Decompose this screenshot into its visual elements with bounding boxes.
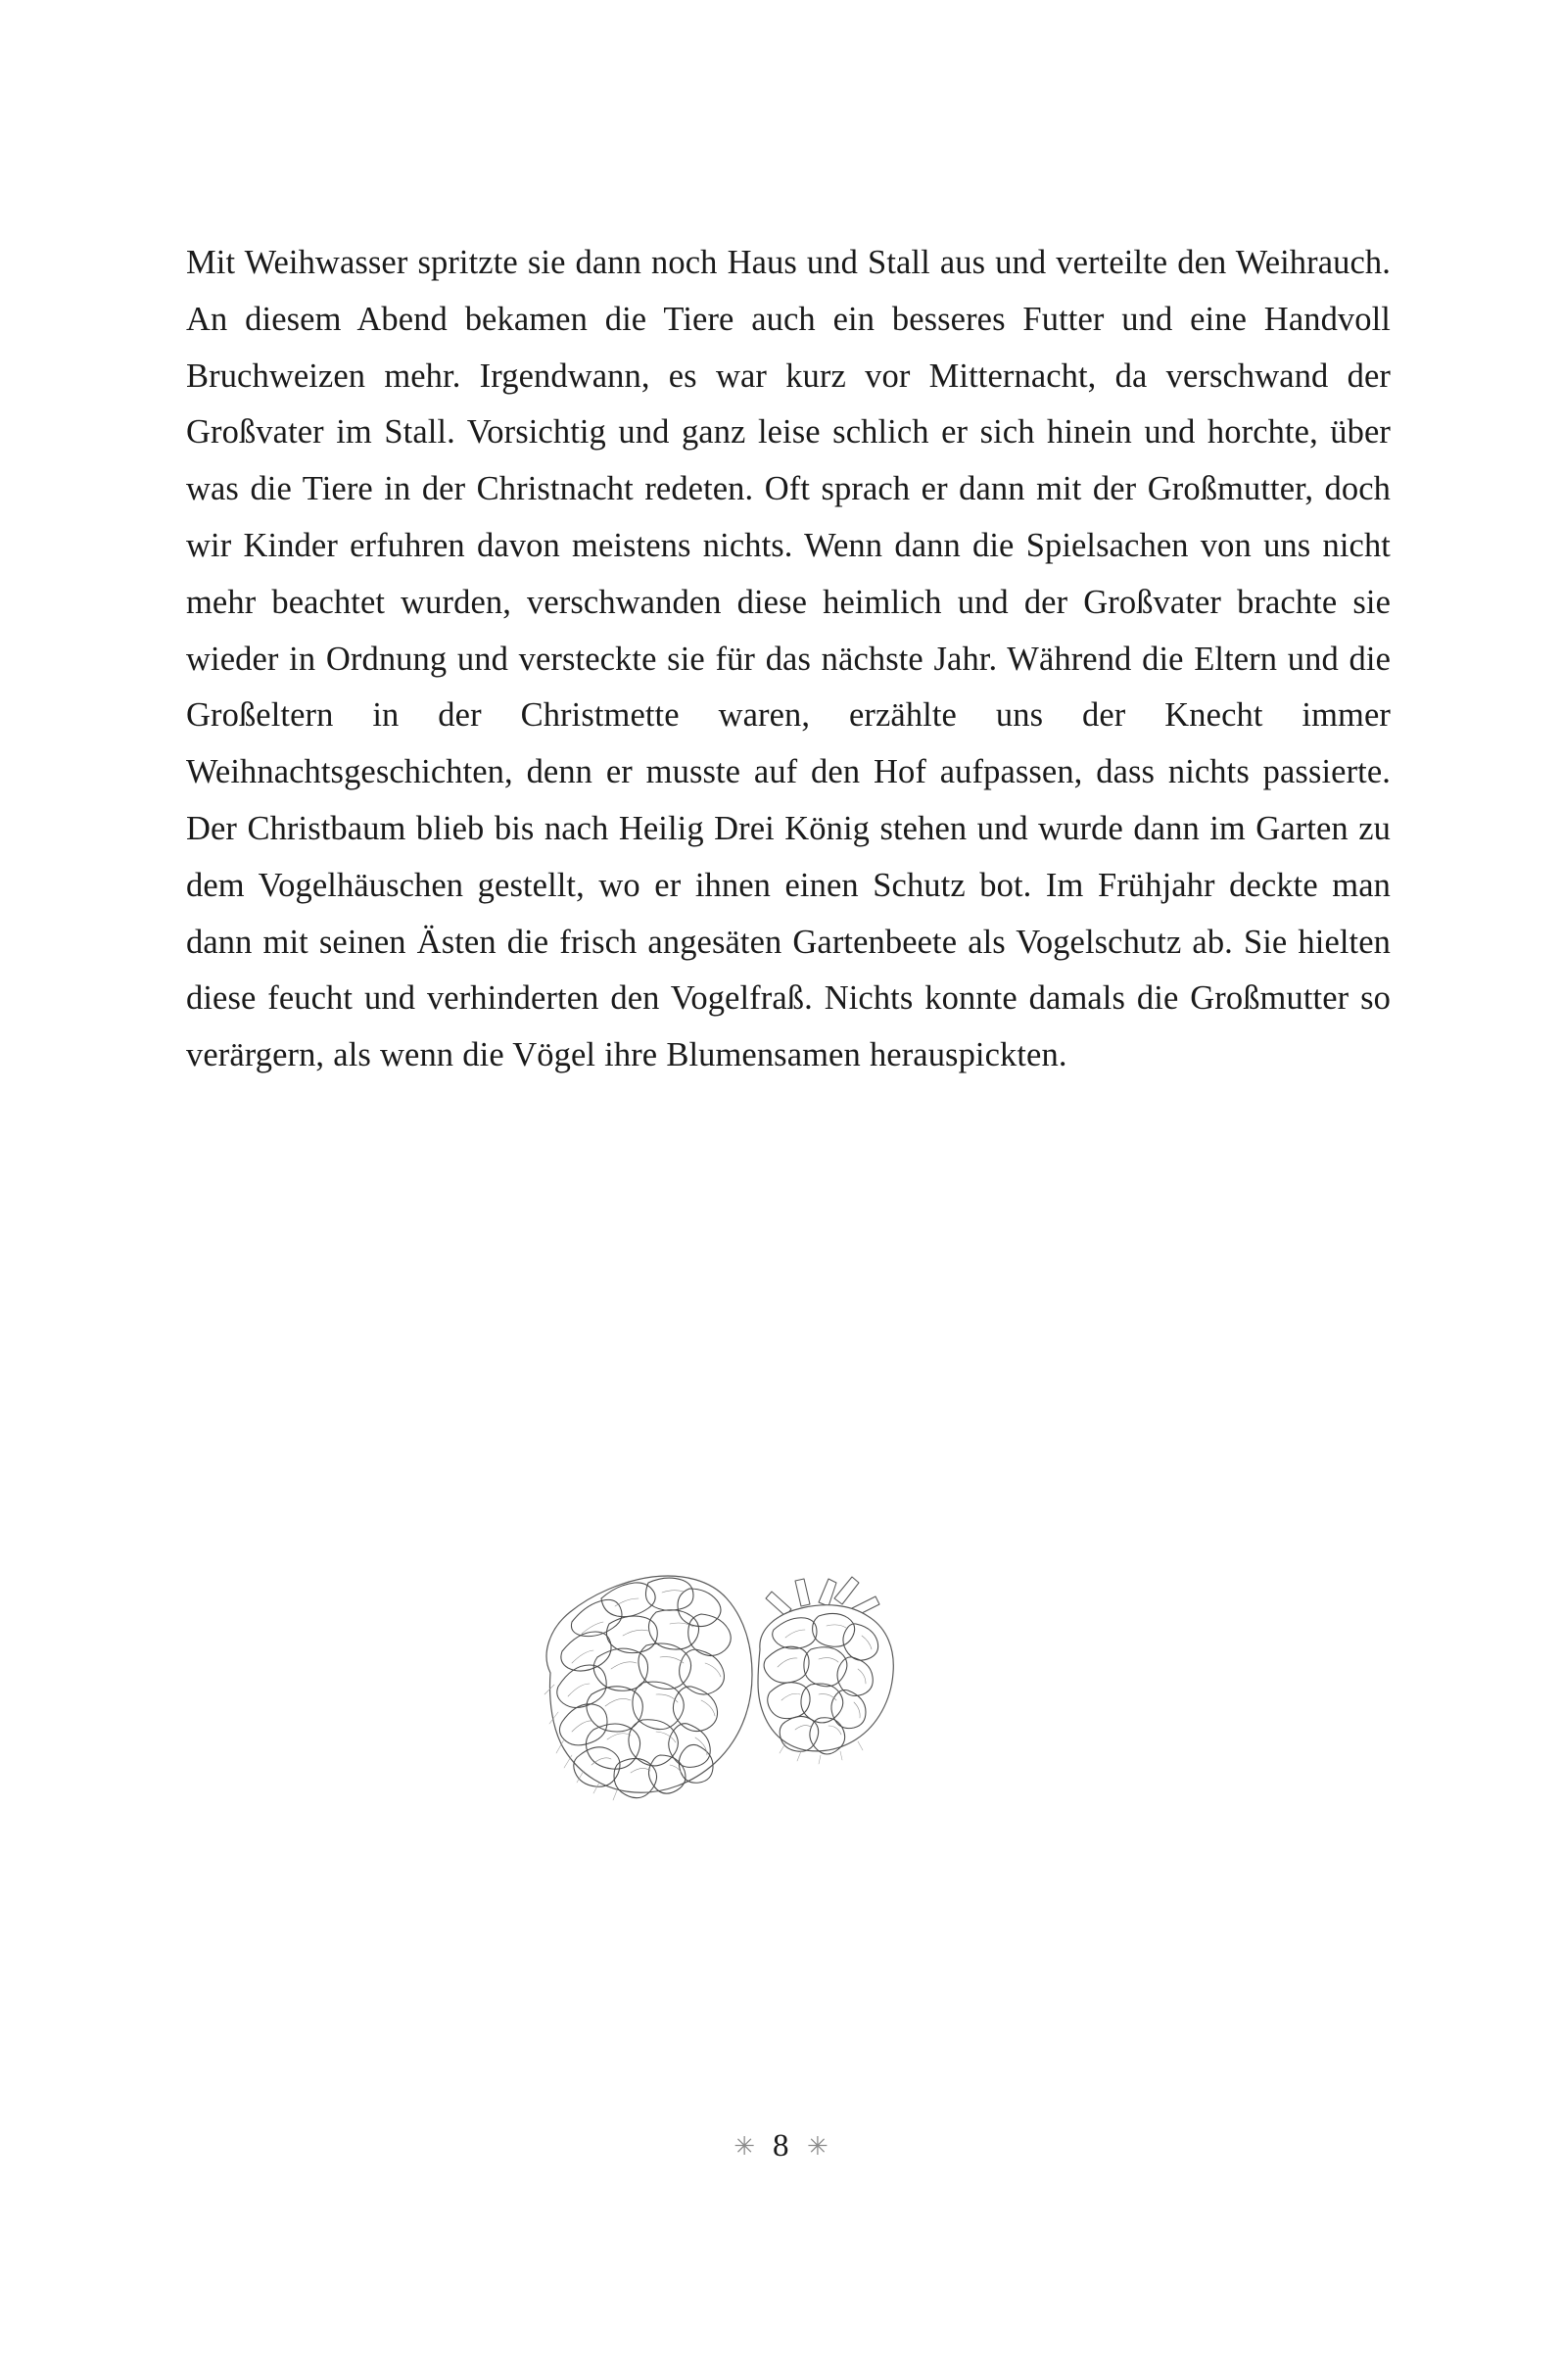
body-paragraph: Mit Weihwasser spritzte sie dann noch Haus und Stall aus und verteilte den Weihrauch. An diesem Abend bekamen die Tiere auch ein besseres Futter und eine Handvoll Bruchweizen mehr. Irgendwann, es war kurz vor Mitternacht, da verschwand der Großvater im Stall. Vorsichtig und ganz leise schlich er sich hinein und horchte, über was die Tiere in der Christnacht redeten. Oft sprach er dann mit der Großmutter, doch wir Kinder erfuhren davon meistens nichts. Wenn dann die Spielsachen von uns nicht mehr beachtet wurden, verschwanden diese heimlich und der Großvater brachte sie wieder in Ordnung und versteckte sie für das nächste Jahr. Während die Eltern und die Großeltern in der Christmette waren, erzählte uns der Knecht immer Weihnachtsgeschichten, denn er musste auf den Hof aufpassen, dass nichts passierte. Der Christbaum blieb bis nach Heilig Drei König stehen und wurde dann im Garten zu dem Vogelhäuschen gestellt, wo er ihnen einen Schutz bot. Im Frühjahr deckte man dann mit seinen Ästen die frisch angesäten Gartenbeete als Vogelschutz ab. Sie hielten diese feucht und verhinderten den Vogelfraß. Nichts konnte damals die Großmutter so verärgern, als wenn die Vögel ihre Blumensamen herauspickten.	[186, 244, 1391, 1074]
text-column	[186, 235, 1391, 1084]
snowflake-right-icon: ✳	[807, 2131, 828, 2161]
page-number: 8	[773, 2128, 789, 2164]
small-pine-cone	[758, 1577, 893, 1764]
large-pine-cone	[544, 1576, 752, 1800]
page-footer	[0, 2130, 1562, 2163]
illustration-container	[0, 1547, 1562, 1871]
snowflake-left-icon: ✳	[734, 2131, 755, 2161]
pine-cones-illustration	[507, 1547, 1056, 1871]
